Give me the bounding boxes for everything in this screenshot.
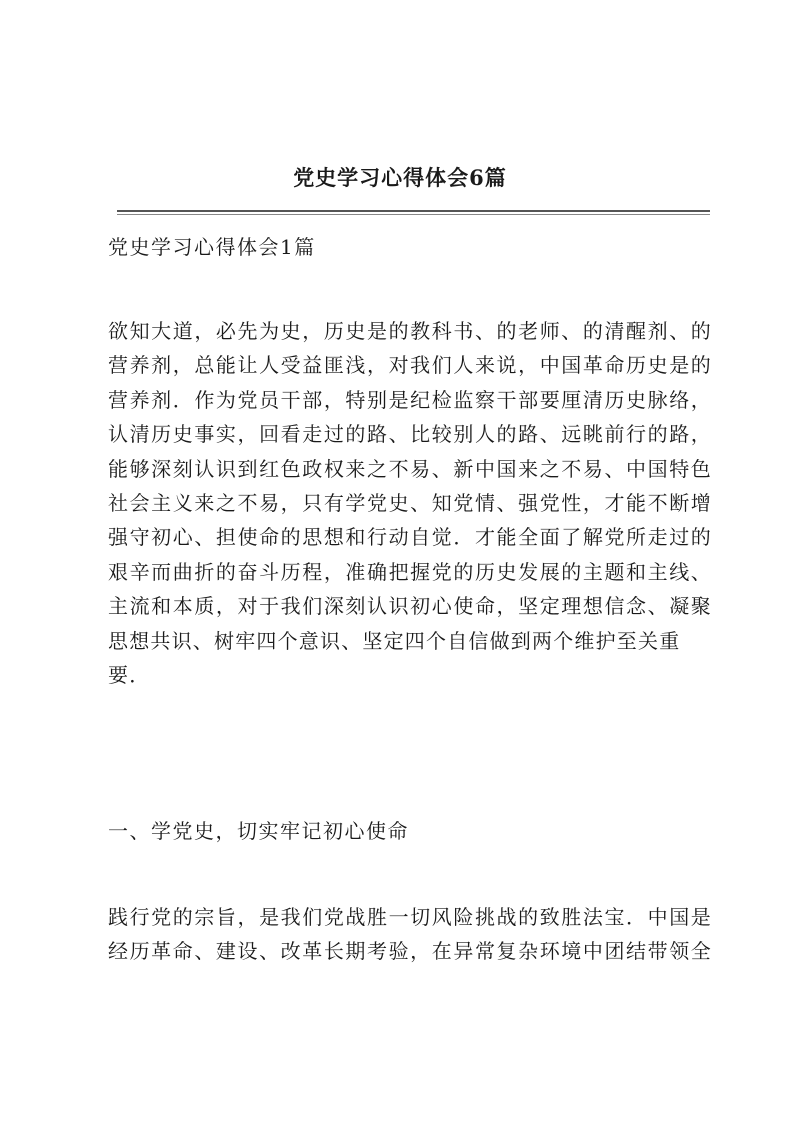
paragraph-line: 艰辛而曲折的奋斗历程，准确把握党的历史发展的主题和主线、 [108, 559, 712, 584]
paragraph-line: 主流和本质，对于我们深刻认识初心使命，坚定理想信念、凝聚 [108, 594, 712, 619]
paragraph-2 [108, 900, 712, 969]
paragraph-line: 营养剂．作为党员干部，特别是纪检监察干部要厘清历史脉络， [108, 387, 712, 412]
paragraph-line: 欲知大道，必先为史，历史是的教科书、的老师、的清醒剂、的 [108, 319, 712, 343]
article-subheading: 党史学习心得体会1篇 [108, 235, 316, 259]
paragraph-line: 认清历史事实，回看走过的路、比较别人的路、远眺前行的路， [108, 422, 712, 447]
section-heading: 一、学党史，切实牢记初心使命 [108, 819, 409, 843]
title-divider [117, 210, 710, 212]
paragraph-1 [108, 314, 712, 692]
paragraph-line: 能够深刻认识到红色政权来之不易、新中国来之不易、中国特色 [108, 456, 712, 481]
document-title: 党史学习心得体会6篇 [293, 165, 507, 190]
paragraph-line: 经历革命、建设、改革长期考验，在异常复杂环境中团结带领全 [108, 939, 712, 964]
paragraph-line: 社会主义来之不易，只有学党史、知党情、强党性，才能不断增 [108, 491, 712, 516]
paragraph-line: 营养剂，总能让人受益匪浅，对我们人来说，中国革命历史是的 [108, 353, 712, 378]
paragraph-line: 思想共识、树牢四个意识、坚定四个自信做到两个维护至关重 [108, 628, 681, 653]
paragraph-line: 践行党的宗旨，是我们党战胜一切风险挑战的致胜法宝．中国是 [108, 905, 712, 929]
paragraph-line: 强守初心、担使命的思想和行动自觉．才能全面了解党所走过的 [108, 525, 712, 550]
title-divider-thin [117, 214, 710, 215]
paragraph-line: 要． [108, 663, 151, 688]
